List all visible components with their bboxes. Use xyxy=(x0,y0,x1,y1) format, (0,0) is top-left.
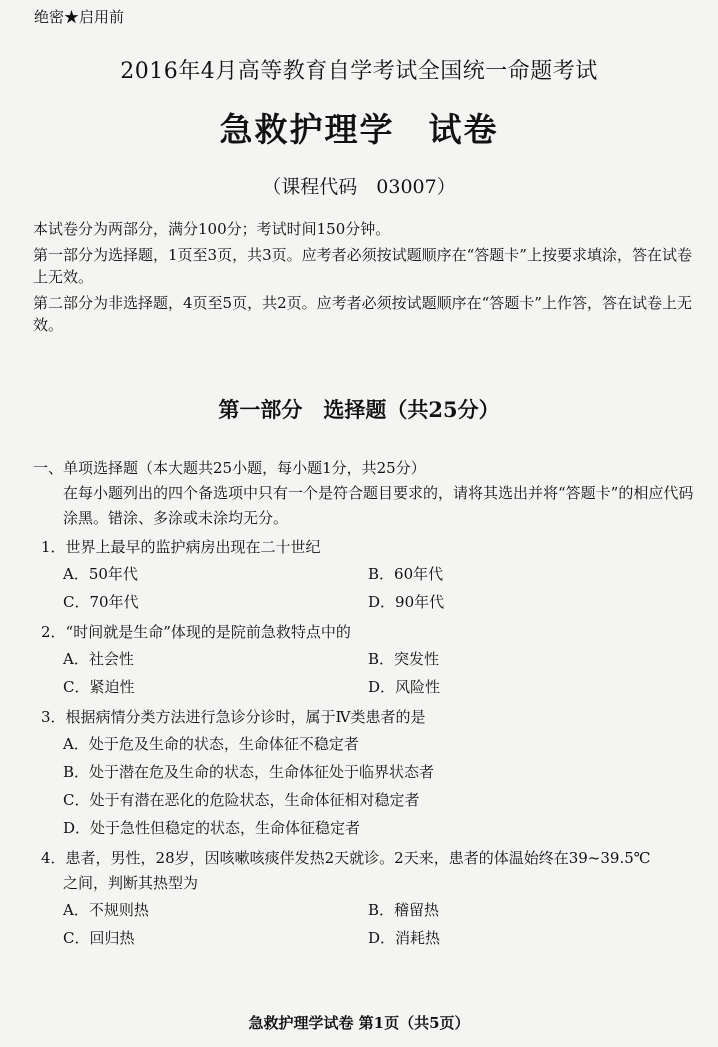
options xyxy=(63,645,698,701)
question-3 xyxy=(33,705,698,842)
course-code: （课程代码 03007） xyxy=(262,176,456,198)
page-footer: 急救护理学试卷 第1页（共5页） xyxy=(248,1014,470,1032)
option-c: C．处于有潜在恶化的危险状态，生命体征相对稳定者 xyxy=(63,790,420,809)
subject-suffix: 试卷 xyxy=(428,110,499,149)
subject-name: 急救护理学 xyxy=(219,110,395,149)
question-stem: 4．患者，男性，28岁，因咳嗽咳痰伴发热2天就诊。2天来，患者的体温始终在39~39.5℃ xyxy=(41,849,651,867)
subject-title xyxy=(0,104,718,151)
option-c: C．回归热 xyxy=(63,928,135,947)
question-stem-continued: 之间，判断其热型为 xyxy=(63,874,199,892)
options xyxy=(63,560,698,616)
question-stem: 3．根据病情分类方法进行急诊分诊时，属于Ⅳ类患者的是 xyxy=(41,708,426,726)
option-b: B．稽留热 xyxy=(368,900,440,919)
question-4 xyxy=(33,846,698,952)
option-c: C．紧迫性 xyxy=(63,677,135,696)
option-b: B．突发性 xyxy=(368,649,440,668)
option-d: D．90年代 xyxy=(368,592,445,611)
options xyxy=(63,730,698,842)
exam-instructions xyxy=(33,218,693,340)
option-a: A．处于危及生命的状态，生命体征不稳定者 xyxy=(63,734,359,753)
intro-line: 第一部分为选择题，1页至3页，共3页。应考者必须按试题顺序在“答题卡”上按要求填涂，答在试卷上无效。 xyxy=(33,246,692,286)
option-d: D．消耗热 xyxy=(368,928,441,947)
option-a: A．50年代 xyxy=(63,564,138,583)
intro-line: 本试卷分为两部分，满分100分；考试时间150分钟。 xyxy=(33,220,391,238)
secret-mark: 绝密★启用前 xyxy=(34,8,125,26)
section-heading: 一、单项选择题（本大题共25小题，每小题1分，共25分） xyxy=(33,459,426,477)
exam-title: 2016年4月高等教育自学考试全国统一命题考试 xyxy=(120,59,598,84)
intro-line: 第二部分为非选择题，4页至5页，共2页。应考者必须按试题顺序在“答题卡”上作答，答在试卷上无效。 xyxy=(33,294,692,334)
question-stem: 2．“时间就是生命”体现的是院前急救特点中的 xyxy=(41,623,351,641)
option-a: A．不规则热 xyxy=(63,900,149,919)
single-choice-section xyxy=(33,456,698,952)
options xyxy=(63,896,698,952)
option-b: B．60年代 xyxy=(368,564,444,583)
question-stem: 1．世界上最早的监护病房出现在二十世纪 xyxy=(41,538,321,556)
option-c: C．70年代 xyxy=(63,592,139,611)
option-d: D．风险性 xyxy=(368,677,441,696)
section-instructions: 在每小题列出的四个备选项中只有一个是符合题目要求的，请将其选出并将“答题卡”的相应代码涂黑。错涂、多涂或未涂均无分。 xyxy=(63,484,694,527)
question-2 xyxy=(33,620,698,701)
question-1 xyxy=(33,535,698,616)
option-a: A．社会性 xyxy=(63,649,134,668)
option-b: B．处于潜在危及生命的状态，生命体征处于临界状态者 xyxy=(63,762,435,781)
part-title: 第一部分 选择题（共25分） xyxy=(218,397,500,422)
option-d: D．处于急性但稳定的状态，生命体征稳定者 xyxy=(63,818,361,837)
